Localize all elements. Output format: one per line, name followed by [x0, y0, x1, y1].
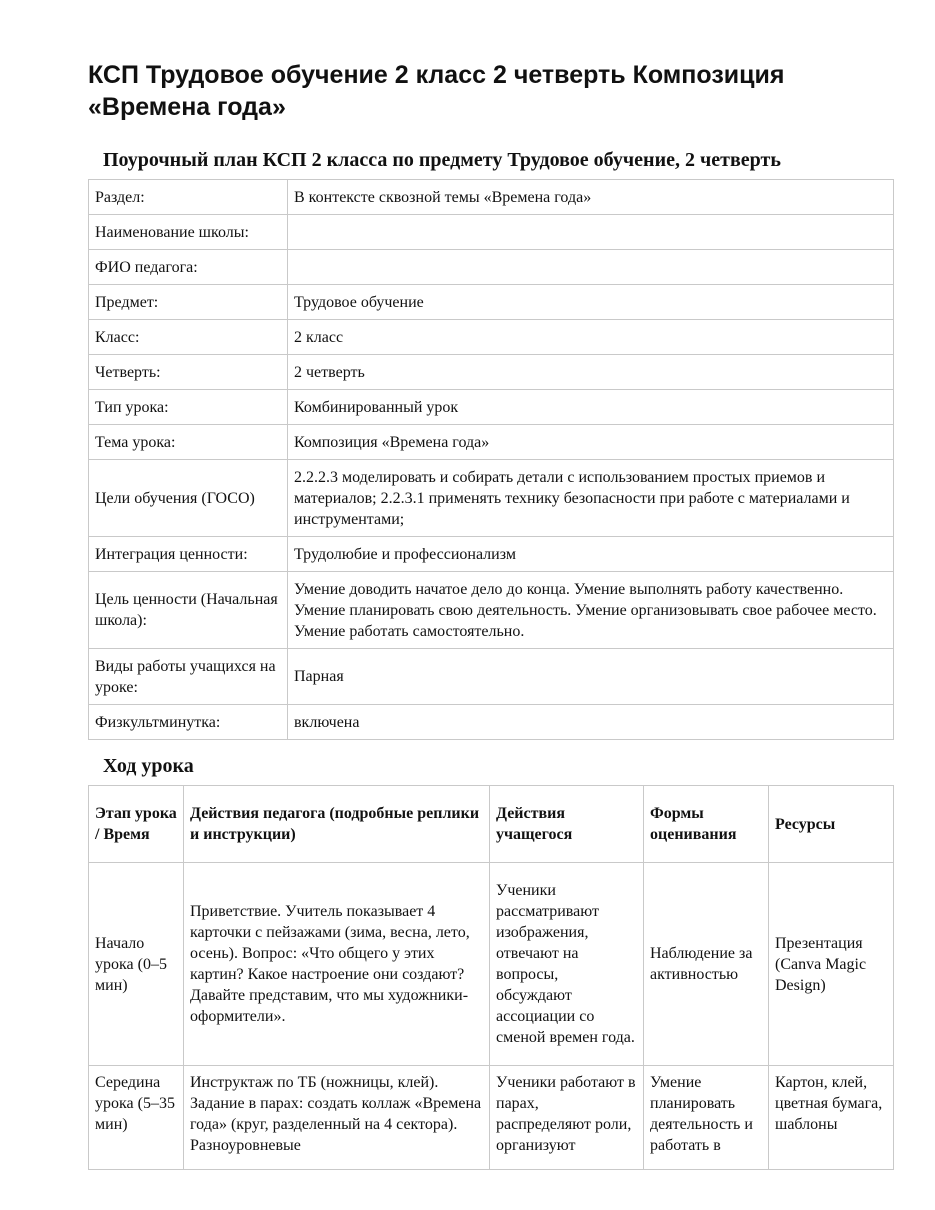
course-heading: Ход урока	[103, 755, 194, 777]
info-label: Тема урока:	[89, 425, 288, 460]
lesson-header-row	[89, 786, 894, 863]
info-label: Предмет:	[89, 285, 288, 320]
info-value: Композиция «Времена года»	[288, 425, 894, 460]
info-row-quarter	[89, 355, 894, 390]
cell-resources: Презентация (Canva Magic Design)	[769, 863, 894, 1066]
cell-text: Умение планировать деятельность и работать в	[650, 1074, 753, 1154]
info-value: Трудовое обучение	[288, 285, 894, 320]
info-label: Интеграция ценности:	[89, 537, 288, 572]
info-label: Виды работы учащихся на уроке:	[89, 649, 288, 705]
cell-assessment: Наблюдение за активностью	[644, 863, 769, 1066]
info-value: Парная	[288, 649, 894, 705]
info-row-exercise-break	[89, 705, 894, 740]
info-label: Цели обучения (ГОСО)	[89, 460, 288, 537]
info-value: В контексте сквозной темы «Времена года»	[288, 180, 894, 215]
info-row-learning-goals	[89, 460, 894, 537]
info-value	[288, 215, 894, 250]
cell-text: Ученики работают в парах, распределяют роли, организуют	[496, 1074, 636, 1154]
lesson-row-start	[89, 863, 894, 1066]
info-label: Тип урока:	[89, 390, 288, 425]
header-student-actions: Действия учащегося	[490, 786, 644, 863]
lesson-info-table	[88, 179, 894, 740]
lesson-row-middle	[89, 1066, 894, 1170]
cell-resources	[769, 1066, 894, 1170]
cell-student-actions	[490, 1066, 644, 1170]
info-row-topic	[89, 425, 894, 460]
info-value: Комбинированный урок	[288, 390, 894, 425]
info-label: Четверть:	[89, 355, 288, 390]
info-row-value-goal	[89, 572, 894, 649]
info-row-subject	[89, 285, 894, 320]
info-row-teacher	[89, 250, 894, 285]
plan-heading: Поурочный план КСП 2 класса по предмету Трудовое обучение, 2 четверть	[103, 149, 781, 171]
info-row-value-integration	[89, 537, 894, 572]
cell-teacher-actions	[184, 1066, 490, 1170]
info-row-grade	[89, 320, 894, 355]
info-label: Раздел:	[89, 180, 288, 215]
info-value: 2.2.2.3 моделировать и собирать детали с использованием простых приемов и материалов; 2.2.3.1 применять технику безопасности при работе с материалами и инструментами;	[288, 460, 894, 537]
header-teacher-actions: Действия педагога (подробные реплики и инструкции)	[184, 786, 490, 863]
info-value: 2 четверть	[288, 355, 894, 390]
info-value: 2 класс	[288, 320, 894, 355]
header-stage: Этап урока / Время	[89, 786, 184, 863]
info-row-work-types	[89, 649, 894, 705]
info-value: Трудолюбие и профессионализм	[288, 537, 894, 572]
cell-text: Картон, клей, цветная бумага, шаблоны	[775, 1074, 883, 1133]
header-resources: Ресурсы	[769, 786, 894, 863]
cell-stage: Начало урока (0–5 мин)	[89, 863, 184, 1066]
document-title: КСП Трудовое обучение 2 класс 2 четверть Композиция «Времена года»	[88, 61, 785, 121]
cell-teacher-actions: Приветствие. Учитель показывает 4 карточки с пейзажами (зима, весна, лето, осень). Вопрос: «Что общего у этих картин? Какое настроение они создают? Давайте представим, что мы художники-оформители».	[184, 863, 490, 1066]
cell-text: Середина урока (5–35 мин)	[95, 1074, 175, 1133]
lesson-flow-table	[88, 785, 894, 1170]
cell-assessment	[644, 1066, 769, 1170]
info-label: Цель ценности (Начальная школа):	[89, 572, 288, 649]
info-value	[288, 250, 894, 285]
info-row-school	[89, 215, 894, 250]
cell-student-actions: Ученики рассматривают изображения, отвечают на вопросы, обсуждают ассоциации со сменой времен года.	[490, 863, 644, 1066]
info-value: включена	[288, 705, 894, 740]
cell-stage	[89, 1066, 184, 1170]
info-value: Умение доводить начатое дело до конца. Умение выполнять работу качественно. Умение планировать свою деятельность. Умение организовывать свое рабочее место. Умение работать самостоятельно.	[288, 572, 894, 649]
cell-text: Инструктаж по ТБ (ножницы, клей). Задание в парах: создать коллаж «Времена года» (круг, разделенный на 4 сектора). Разноуровневые	[190, 1074, 482, 1154]
info-row-section	[89, 180, 894, 215]
header-assessment: Формы оценивания	[644, 786, 769, 863]
info-label: ФИО педагога:	[89, 250, 288, 285]
info-label: Наименование школы:	[89, 215, 288, 250]
info-row-lesson-type	[89, 390, 894, 425]
info-label: Класс:	[89, 320, 288, 355]
info-label: Физкультминутка:	[89, 705, 288, 740]
